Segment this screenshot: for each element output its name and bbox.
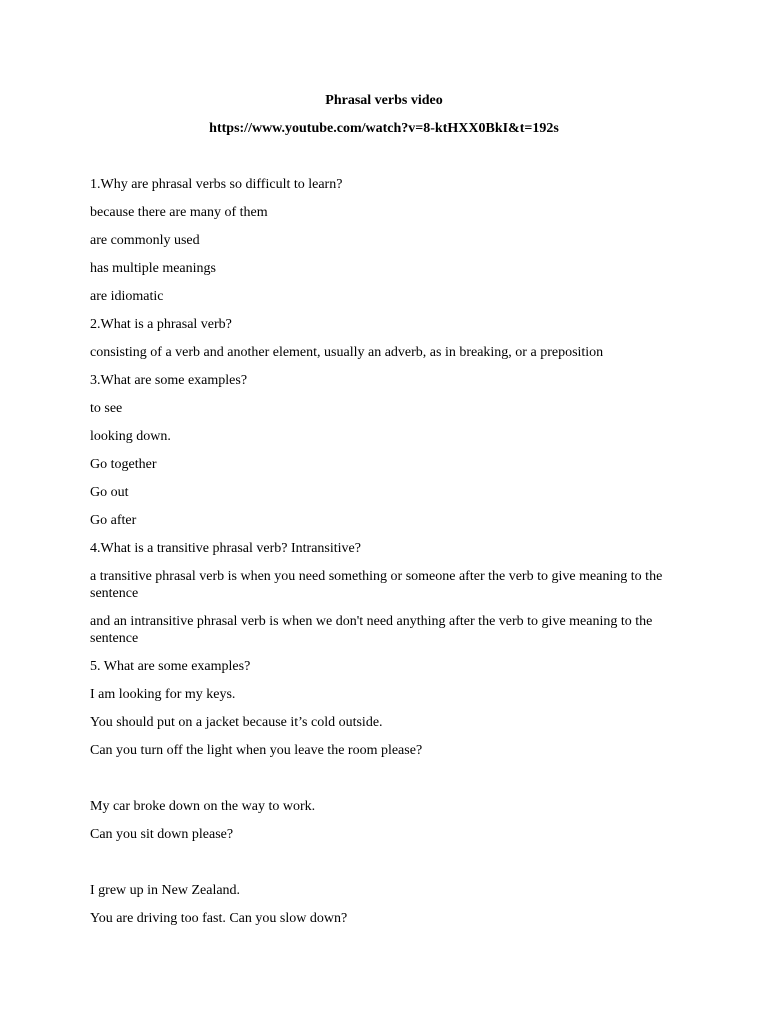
example-sentence: I am looking for my keys. — [90, 687, 236, 702]
answer-line: and an intransitive phrasal verb is when we don't need anything after the verb to give meaning to the sentence — [90, 614, 653, 646]
document-body — [90, 176, 670, 938]
video-link[interactable]: https://www.youtube.com/watch?v=8-ktHXX0BkI&t=192s — [209, 121, 559, 136]
document-title: Phrasal verbs video — [325, 93, 443, 108]
example-sentence: Can you turn off the light when you leave the room please? — [90, 743, 423, 758]
answer-line: Go after — [90, 513, 137, 528]
question-5: 5. What are some examples? — [90, 659, 251, 674]
example-sentence: I grew up in New Zealand. — [90, 883, 241, 898]
question-1: 1.Why are phrasal verbs so difficult to learn? — [90, 177, 343, 192]
blank-line — [90, 770, 670, 787]
answer-line: consisting of a verb and another element, usually an adverb, as in breaking, or a preposition — [90, 345, 604, 360]
answer-line: to see — [90, 401, 123, 416]
answer-line: looking down. — [90, 429, 171, 444]
answer-line: are idiomatic — [90, 289, 164, 304]
example-sentence: My car broke down on the way to work. — [90, 799, 316, 814]
answer-line: has multiple meanings — [90, 261, 216, 276]
answer-line: are commonly used — [90, 233, 200, 248]
answer-line: a transitive phrasal verb is when you need something or someone after the verb to give meaning to the sentence — [90, 569, 663, 601]
answer-line: because there are many of them — [90, 205, 268, 220]
blank-line — [90, 854, 670, 871]
example-sentence: You are driving too fast. Can you slow down? — [90, 911, 348, 926]
example-sentence: Can you sit down please? — [90, 827, 234, 842]
answer-line: Go together — [90, 457, 157, 472]
answer-line: Go out — [90, 485, 129, 500]
question-3: 3.What are some examples? — [90, 373, 248, 388]
example-sentence: You should put on a jacket because it’s cold outside. — [90, 715, 383, 730]
question-4: 4.What is a transitive phrasal verb? Intransitive? — [90, 541, 361, 556]
question-2: 2.What is a phrasal verb? — [90, 317, 232, 332]
